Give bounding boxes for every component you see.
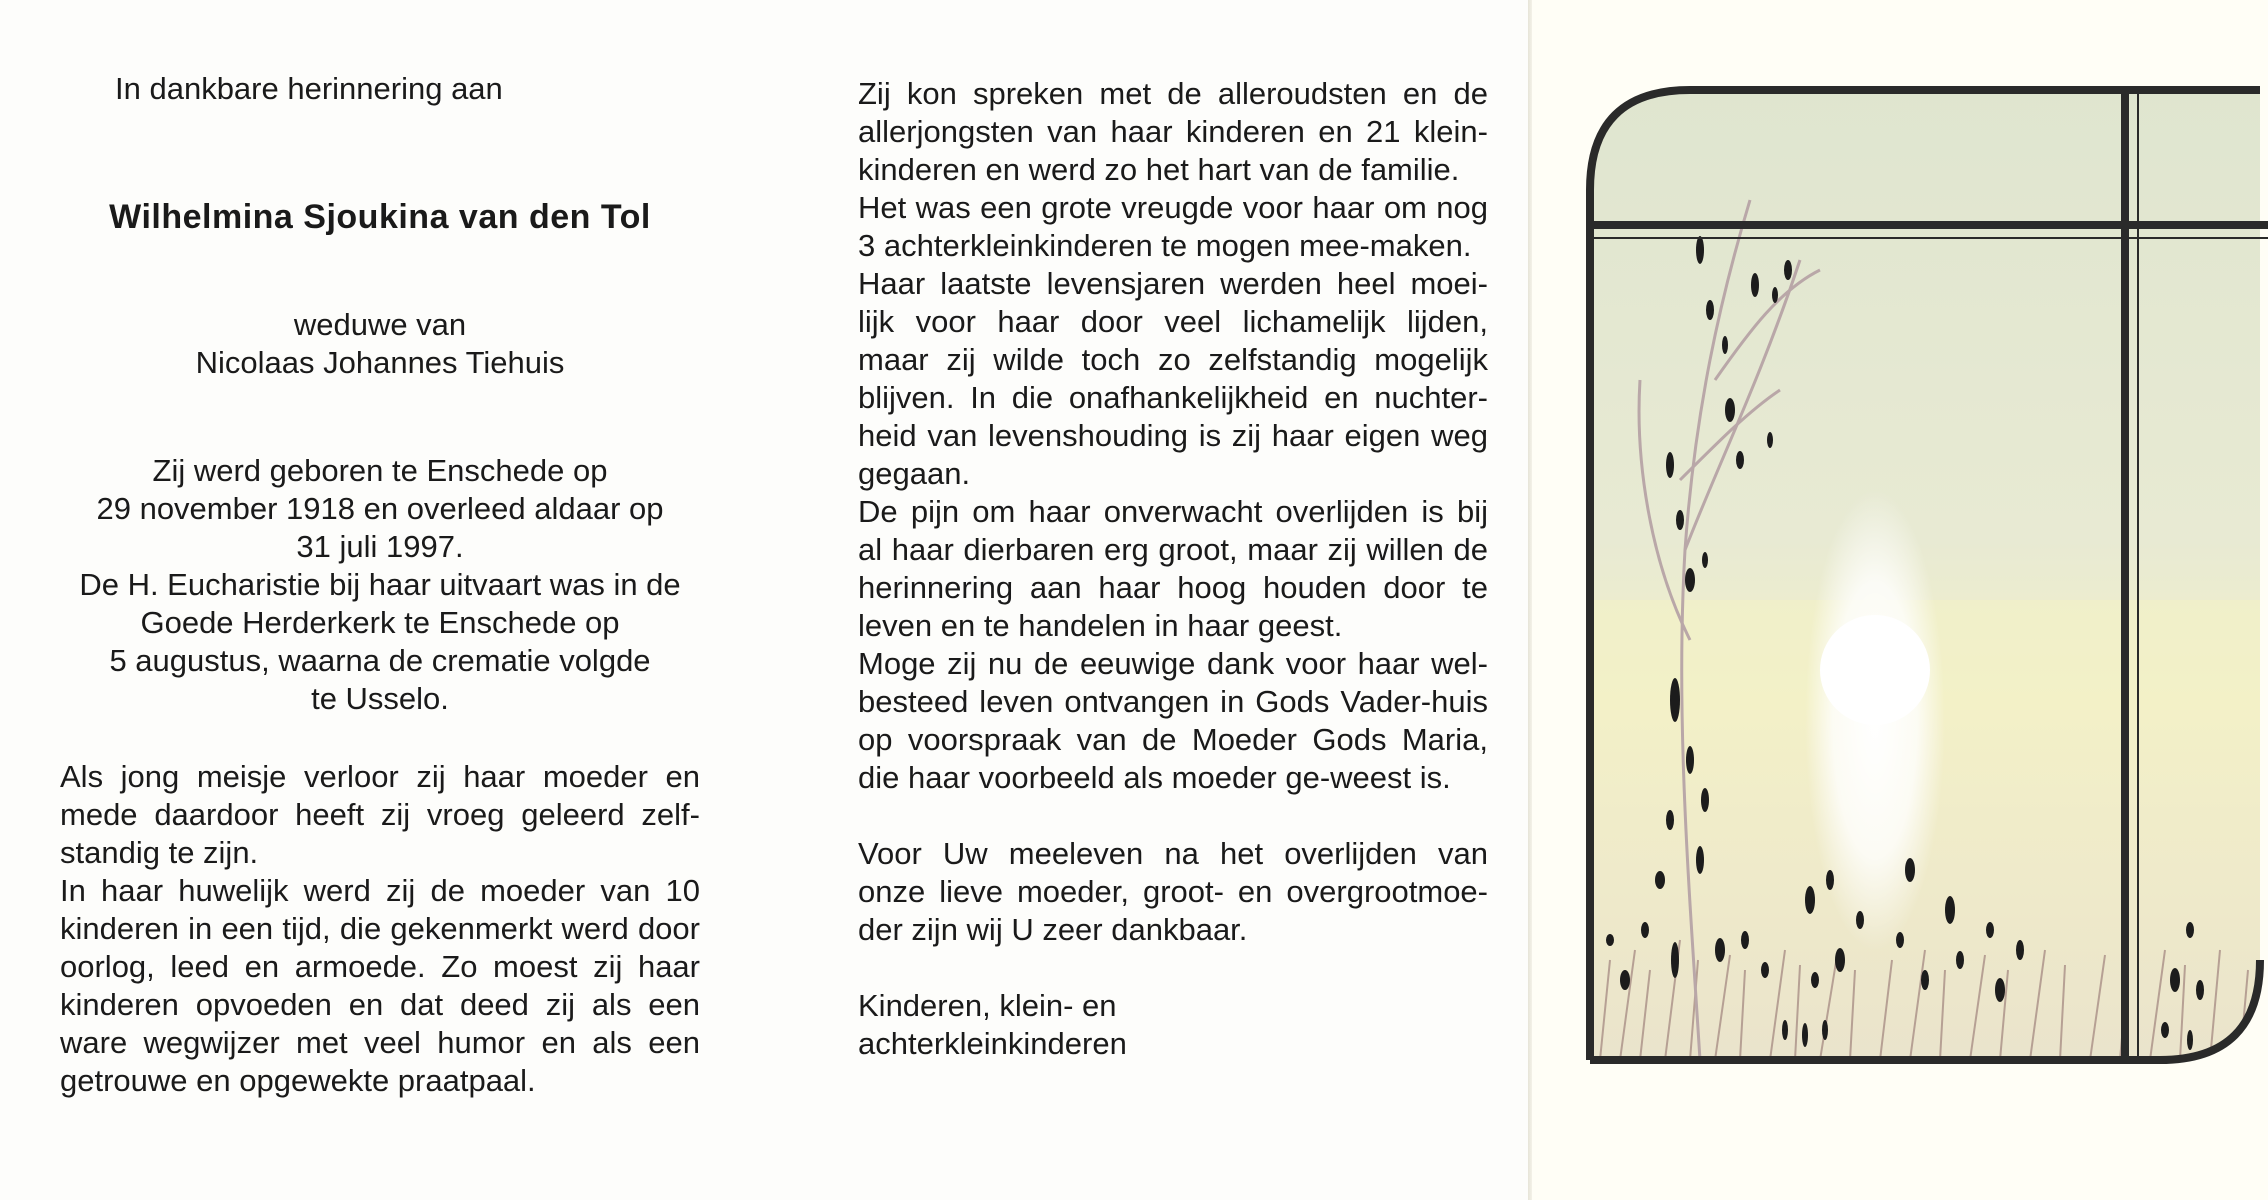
signature-line: achterkleinkinderen (858, 1026, 1127, 1061)
widow-block (60, 306, 700, 382)
birth-line: 31 juli 1997. (296, 529, 464, 564)
funeral-line: De H. Eucharistie bij haar uitvaart was in de (79, 567, 681, 602)
middle-text-column (858, 75, 1488, 1063)
middle-paragraph: De pijn om haar onverwacht overlijden is bij al haar dierbaren erg groot, maar zij willen de herinnering aan haar hoog houden door te leven en te handelen in haar geest. (858, 494, 1488, 643)
birth-line: 29 november 1918 en overleed aldaar op (96, 491, 664, 526)
funeral-line: te Usselo. (311, 681, 449, 716)
middle-paragraph: Zij kon spreken met de alleroudsten en de allerjongsten van haar kinderen en 21 klein-kinderen en werd zo het hart van de familie. (858, 76, 1488, 187)
birth-line: Zij werd geboren te Enschede op (152, 453, 608, 488)
middle-paragraph: Moge zij nu de eeuwige dank voor haar wel-besteed leven ontvangen in Gods Vader-huis op voorspraak van de Moeder Gods Maria, die haar voorbeeld als moeder ge-weest is. (858, 646, 1488, 795)
intro-line: In dankbare herinnering aan (115, 71, 503, 106)
sun (1820, 615, 1930, 725)
left-text-column (60, 70, 700, 1100)
spouse-name: Nicolaas Johannes Tiehuis (195, 345, 565, 380)
window-illustration (1580, 80, 2268, 1100)
life-text (60, 758, 700, 1100)
window-scene (1580, 80, 2268, 1100)
middle-paragraph: Het was een grote vreugde voor haar om nog 3 achterkleinkinderen te mogen mee-maken. (858, 190, 1488, 263)
life-paragraph: Als jong meisje verloor zij haar moeder en mede daardoor heeft zij vroeg geleerd zelf-standig te zijn. (60, 759, 700, 870)
life-paragraph: In haar huwelijk werd zij de moeder van 10 kinderen in een tijd, die gekenmerkt werd door oorlog, leed en armoede. Zo moest zij haar kinderen opvoeden en dat deed zij als een ware wegwijzer met veel humor en als een getrouwe en opgewekte praatpaal. (60, 873, 700, 1098)
middle-paragraph: Haar laatste levensjaren werden heel moei-lijk voor haar door veel lichamelijk lijden, maar zij wilde toch zo zelfstandig mogelijk blijven. In die onafhankelijkheid en nuchter-heid van levenshouding is zij haar eigen weg gegaan. (858, 266, 1488, 491)
thanks-paragraph: Voor Uw meeleven na het overlijden van onze lieve moeder, groot- en overgrootmoe-der zijn wij U zeer dankbaar. (858, 836, 1488, 947)
signature-block (858, 987, 1488, 1063)
funeral-line: Goede Herderkerk te Enschede op (140, 605, 620, 640)
birth-death-block (60, 452, 700, 718)
signature-line: Kinderen, klein- en (858, 988, 1117, 1023)
deceased-name: Wilhelmina Sjoukina van den Tol (109, 198, 651, 236)
funeral-line: 5 augustus, waarna de crematie volgde (109, 643, 651, 678)
widow-line: weduwe van (293, 307, 467, 342)
